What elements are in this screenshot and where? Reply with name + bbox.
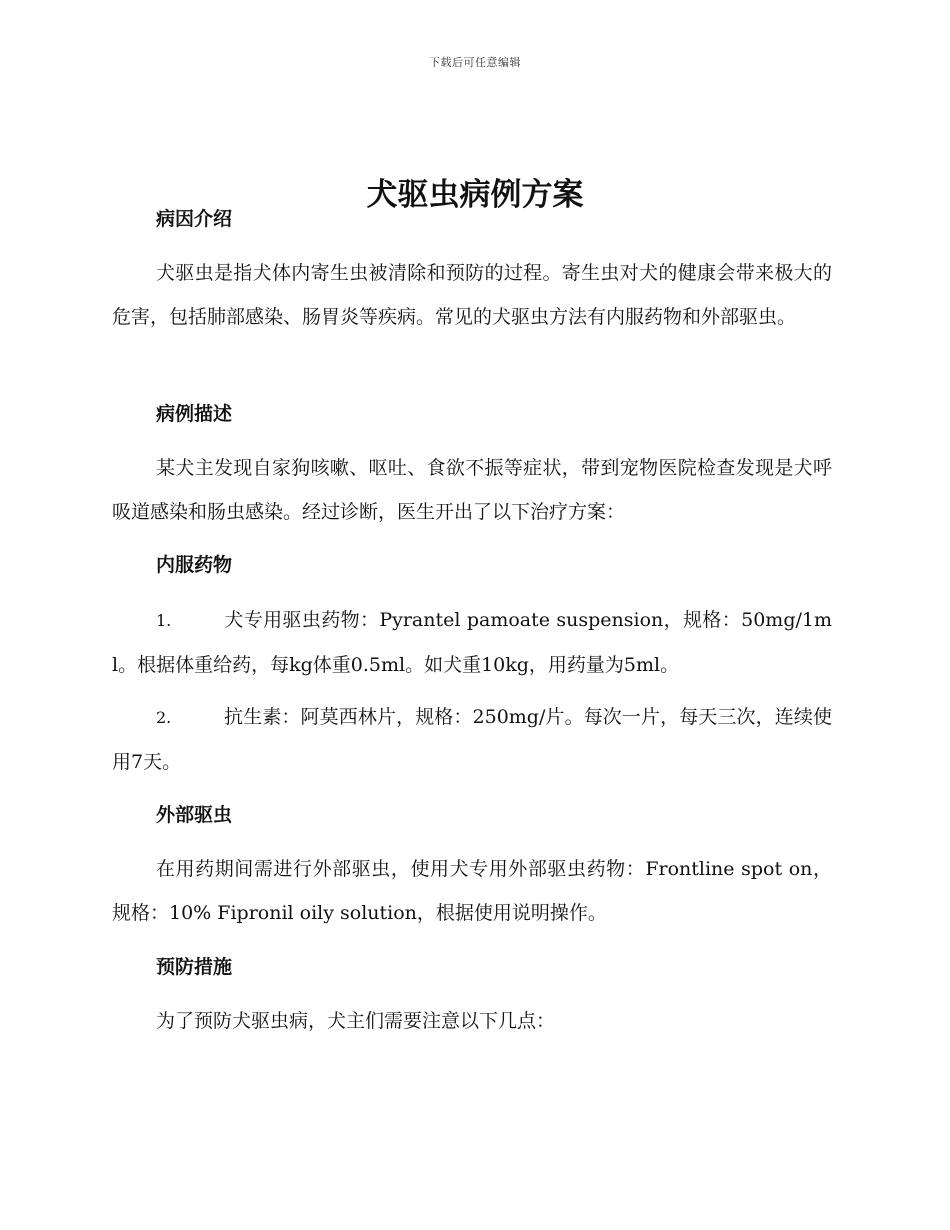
list-item-text: 抗生素：阿莫西林片，规格：250mg/片。每次一片，每天三次，连续使用7天。 bbox=[112, 706, 832, 773]
paragraph-case: 某犬主发现自家狗咳嗽、呕吐、食欲不振等症状，带到宠物医院检查发现是犬呼吸道感染和肠虫感染。经过诊断，医生开出了以下治疗方案： bbox=[112, 457, 832, 523]
paragraph-prevention: 为了预防犬驱虫病，犬主们需要注意以下几点： bbox=[156, 1010, 556, 1032]
list-item-number: 1. bbox=[156, 611, 172, 630]
header-note: 下载后可任意编辑 bbox=[429, 56, 521, 69]
heading-external: 外部驱虫 bbox=[156, 804, 233, 826]
list-item bbox=[112, 695, 832, 784]
heading-cause: 病因介绍 bbox=[156, 208, 233, 230]
paragraph-cause: 犬驱虫是指犬体内寄生虫被清除和预防的过程。寄生虫对犬的健康会带来极大的危害，包括肺部感染、肠胃炎等疾病。常见的犬驱虫方法有内服药物和外部驱虫。 bbox=[112, 262, 832, 328]
document-title: 犬驱虫病例方案 bbox=[366, 176, 584, 213]
heading-case: 病例描述 bbox=[156, 403, 233, 425]
heading-prevention: 预防措施 bbox=[156, 956, 233, 978]
list-item-number: 2. bbox=[156, 708, 172, 727]
paragraph-external: 在用药期间需进行外部驱虫，使用犬专用外部驱虫药物：Frontline spot on，规格：10% Fipronil oily solution，根据使用说明操作。 bbox=[112, 858, 832, 924]
heading-oral: 内服药物 bbox=[156, 554, 233, 576]
list-item-text: 犬专用驱虫药物：Pyrantel pamoate suspension，规格：50mg/1ml。根据体重给药，每kg体重0.5ml。如犬重10kg，用药量为5ml。 bbox=[112, 609, 832, 676]
list-item bbox=[112, 598, 832, 687]
